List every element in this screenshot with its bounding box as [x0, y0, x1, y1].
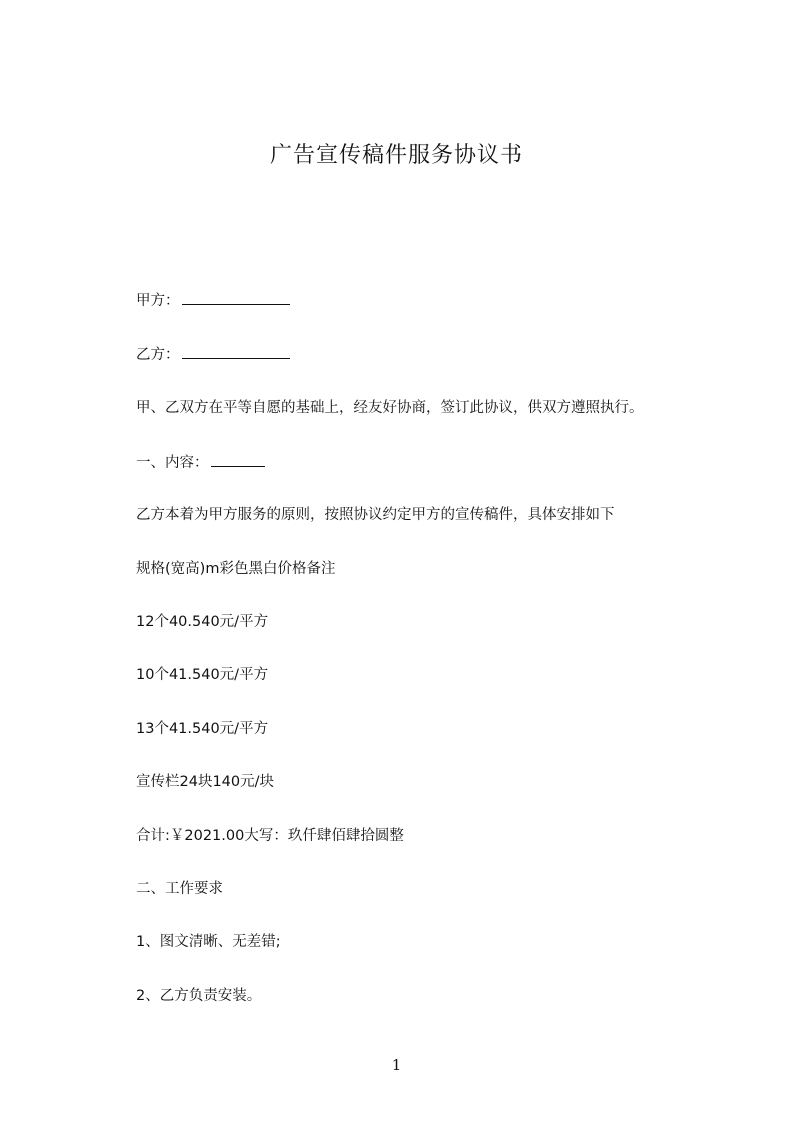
- requirement-item: 2、乙方负责安装。: [136, 988, 262, 1004]
- spec-row: 13个41.540元/平方: [136, 721, 269, 737]
- page-number: 1: [391, 1056, 402, 1074]
- section-1-description: 乙方本着为甲方服务的原则，按照协议约定甲方的宣传稿件，具体安排如下: [136, 507, 615, 523]
- party-b-label: 乙方：: [136, 347, 180, 363]
- party-a-label: 甲方：: [136, 293, 180, 309]
- requirement-item: 1、图文清晰、无差错;: [136, 934, 281, 950]
- intro-paragraph: 甲、乙双方在平等自愿的基础上，经友好协商，签订此协议，供双方遵照执行。: [136, 400, 644, 416]
- spec-row: 12个40.540元/平方: [136, 614, 269, 630]
- spec-header: 规格(宽高)m彩色黑白价格备注: [136, 561, 336, 577]
- total-line: 合计:￥2021.00大写：玖仟肆佰肆拾圆整: [136, 828, 404, 844]
- party-a-line: [136, 290, 290, 311]
- spec-row: 10个41.540元/平方: [136, 667, 269, 683]
- section-1-blank: [211, 452, 265, 467]
- party-b-blank: [182, 344, 290, 359]
- party-a-blank: [182, 290, 290, 305]
- section-2-label: 二、工作要求: [136, 881, 223, 897]
- section-1-label: 一、内容：: [136, 455, 209, 471]
- section-1-line: [136, 452, 265, 473]
- party-b-line: [136, 344, 290, 365]
- spec-row: 宣传栏24块140元/块: [136, 774, 275, 790]
- document-title: 广告宣传稿件服务协议书: [269, 143, 523, 168]
